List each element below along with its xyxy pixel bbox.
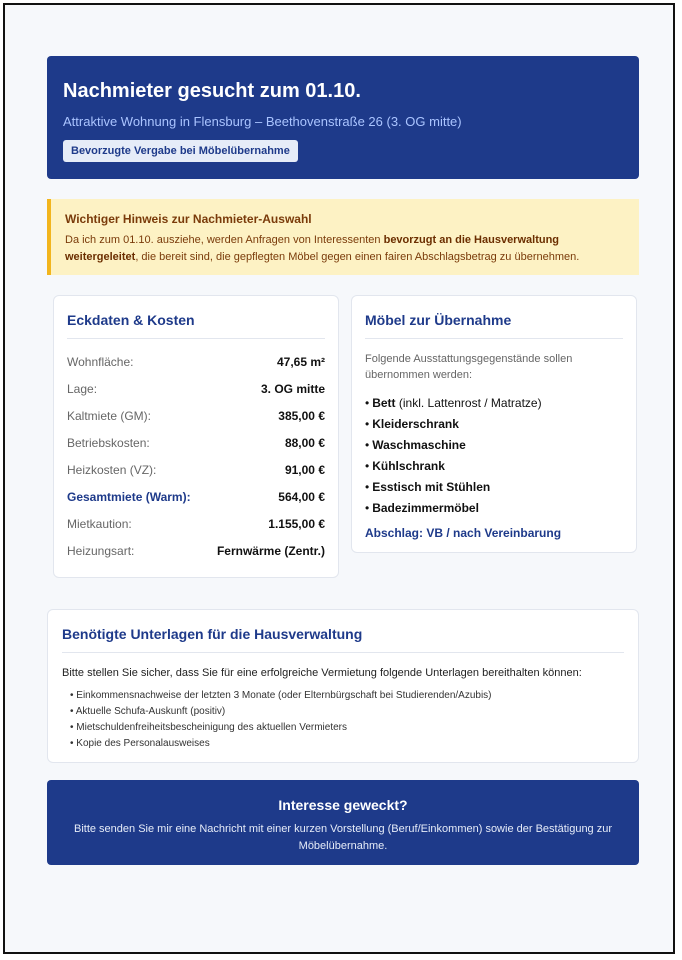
list-item: • Kleiderschrank	[365, 417, 459, 431]
moebel-intro: Folgende Ausstattungsgegenstände sollen übernommen werden:	[365, 353, 573, 381]
header-banner	[47, 56, 639, 179]
row-wohnflaeche	[67, 349, 325, 376]
row-gesamtmiete	[67, 484, 325, 511]
item-text: Mietschuldenfreiheitsbescheinigung des aktuellen Vermieters	[76, 722, 347, 733]
important-notice	[47, 199, 639, 275]
notice-title: Wichtiger Hinweis zur Nachmieter-Auswahl	[65, 212, 312, 226]
moebel-title: Möbel zur Übernahme	[365, 310, 623, 339]
row-value: 47,65 m²	[276, 355, 325, 369]
list-item: • Esstisch mit Stühlen	[365, 480, 491, 494]
row-value: 88,00 €	[284, 436, 325, 450]
row-betriebskosten	[67, 430, 325, 457]
row-heizungsart	[67, 538, 325, 565]
eckdaten-title: Eckdaten & Kosten	[67, 310, 325, 339]
cta-banner	[47, 780, 639, 865]
moebel-list	[365, 393, 623, 519]
page-subtitle: Attraktive Wohnung in Flensburg – Beethovenstraße 26 (3. OG mitte)	[63, 114, 462, 129]
row-value: 3. OG mitte	[260, 382, 325, 396]
preference-badge: Bevorzugte Vergabe bei Möbelübernahme	[63, 140, 298, 162]
row-value: 385,00 €	[278, 409, 325, 423]
abschlag-text: Abschlag: VB / nach Vereinbarung	[365, 526, 562, 540]
cta-text: Bitte senden Sie mir eine Nachricht mit einer kurzen Vorstellung (Beruf/Einkommen) sowie der Bestätigung zur Möbelübernahme.	[73, 823, 613, 852]
unterlagen-title: Benötigte Unterlagen für die Hausverwaltung	[62, 624, 624, 653]
item-name: Waschmaschine	[372, 438, 466, 452]
cta-title: Interesse geweckt?	[278, 797, 408, 813]
unterlagen-intro: Bitte stellen Sie sicher, dass Sie für eine erfolgreiche Vermietung folgende Unterlagen bereithalten können:	[62, 667, 582, 679]
page	[3, 3, 675, 954]
list-item: • Kühlschrank	[365, 459, 445, 473]
row-label: Wohnfläche:	[67, 355, 134, 369]
list-item: • Kopie des Personalausweises	[70, 738, 210, 749]
row-value: 564,00 €	[278, 490, 325, 504]
item-name: Kleiderschrank	[372, 417, 459, 431]
list-item: • Badezimmermöbel	[365, 501, 479, 515]
row-label: Mietkaution:	[67, 517, 132, 531]
row-label: Kaltmiete (GM):	[67, 409, 152, 423]
row-value: 1.155,00 €	[268, 517, 325, 531]
notice-text-end: , die bereit sind, die gepflegten Möbel gegen einen fairen Abschlagsbetrag zu übernehmen.	[135, 251, 580, 263]
item-text: Einkommensnachweise der letzten 3 Monate (oder Elternbürgschaft bei Studierenden/Azubis)	[76, 690, 492, 701]
item-text: Kopie des Personalausweises	[76, 738, 210, 749]
notice-text-emphasis: bevorzugt an die Hausverwaltung weitergeleitet	[65, 234, 560, 263]
item-name: Bett	[372, 396, 396, 410]
list-item: • Bett (inkl. Lattenrost / Matratze)	[365, 396, 542, 410]
row-label: Heizkosten (VZ):	[67, 463, 157, 477]
notice-text-start: Da ich zum 01.10. ausziehe, werden Anfragen von Interessenten	[65, 234, 384, 246]
row-mietkaution	[67, 511, 325, 538]
item-name: Kühlschrank	[372, 459, 445, 473]
unterlagen-card	[47, 609, 639, 763]
item-note: (inkl. Lattenrost / Matratze)	[395, 396, 542, 410]
list-item: • Waschmaschine	[365, 438, 466, 452]
eckdaten-card	[53, 295, 339, 578]
notice-text	[65, 232, 625, 266]
item-name: Esstisch mit Stühlen	[372, 480, 491, 494]
list-item: • Einkommensnachweise der letzten 3 Monate (oder Elternbürgschaft bei Studierenden/Azubis)	[70, 690, 492, 701]
row-value: 91,00 €	[284, 463, 325, 477]
item-name: Badezimmermöbel	[372, 501, 479, 515]
item-text: Aktuelle Schufa-Auskunft (positiv)	[75, 706, 226, 717]
list-item: • Mietschuldenfreiheitsbescheinigung des aktuellen Vermieters	[70, 722, 347, 733]
list-item: • Aktuelle Schufa-Auskunft (positiv)	[70, 706, 226, 717]
row-label: Betriebskosten:	[67, 436, 150, 450]
row-value: Fernwärme (Zentr.)	[216, 544, 325, 558]
row-label: Heizungsart:	[67, 544, 135, 558]
eckdaten-list	[67, 349, 325, 565]
row-heizkosten	[67, 457, 325, 484]
row-label: Gesamtmiete (Warm):	[67, 490, 191, 504]
row-kaltmiete	[67, 403, 325, 430]
row-lage	[67, 376, 325, 403]
page-title: Nachmieter gesucht zum 01.10.	[63, 80, 361, 102]
row-label: Lage:	[67, 382, 98, 396]
unterlagen-list	[62, 688, 624, 752]
moebel-card	[351, 295, 637, 553]
